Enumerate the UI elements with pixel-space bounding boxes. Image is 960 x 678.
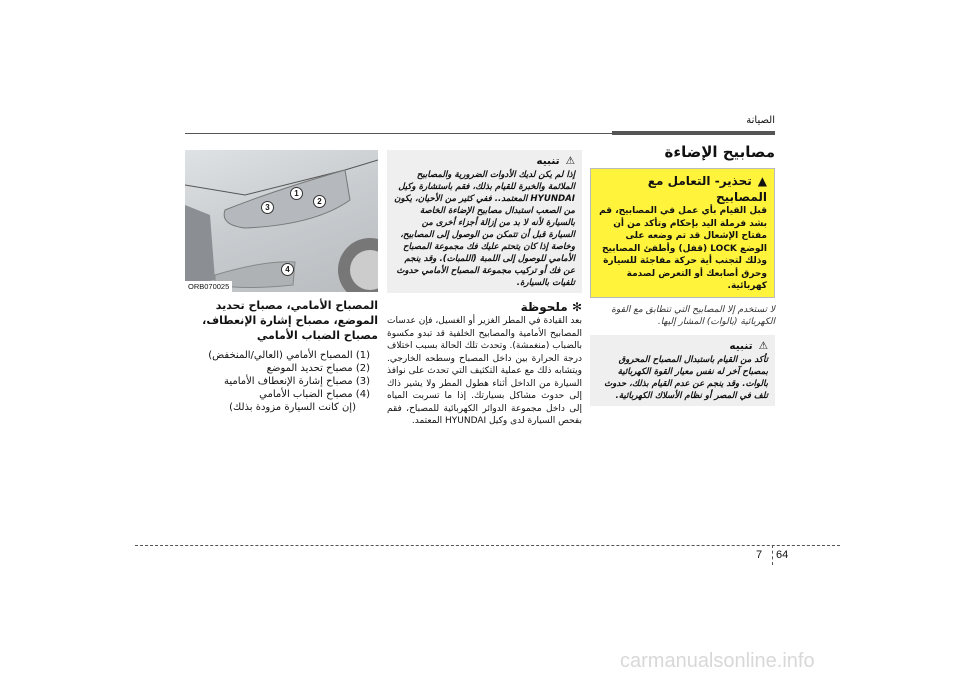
lamp-item: (3) مصباح إشارة الإنعطاف الأمامية [223,376,370,387]
caution-icon: ⚠ [565,155,575,167]
note-section [387,299,582,428]
warning-body: قبل القيام بأي عمل في المصابيح، قم بشد فرملة اليد بإحكام وتأكد من أن مفتاح الإشعال قد تم وضعه على الوضع LOCK (قفل) وأطفئ المصابيح وذلك لتجنب أية حركة مفاجئة للسيارة وحرق أصابعك أو التعرض لصدمة كهربائية. [599,206,767,291]
note-body: بعد القيادة في المطر الغزير أو الغسيل، فإن عدسات المصابيح الأمامية والمصابيح الخلفية قد تبدو مكسوة بالضباب (منغمشة). وتحدث تلك الحالة بسبب اختلاف درجة الحرارة بين داخل المصباح وسطحه الخارجي. ويتشابه ذلك مع عملية التكثيف التي تحدث على نوافذ السيارة من الداخل أثناء هطول المطر ولا يشير ذاك إلى حدوث مشاكل بسيارتك. إذا ما تسربت المياه إلى داخل مجموعة الدوائر الكهربائية للمصباح، فقم بفحص السيارة لدى وكيل HYUNDAI المعتمد. [387,316,582,426]
note-icon: ✻ [571,300,582,314]
warning-heading [598,173,767,205]
caution-heading: تنبيه [536,155,560,167]
lamps-list [185,349,378,414]
wattage-note: لا تستخدم إلا المصابيح التي تتطابق مع القوة الكهربائية (بالوات) المشار إليها. [611,304,775,327]
section-header: الصيانة [746,115,775,126]
lamp-item-note: (إن كانت السيارة مزودة بذلك) [229,402,356,413]
warning-heading-text: تحذير- التعامل مع المصابيح [647,174,767,204]
lamp-item: (4) مصباح الضباب الأمامي [259,389,370,400]
middle-column [387,150,582,428]
note-heading: ملحوظة [520,300,568,314]
figure-code: ORB070025 [185,281,232,292]
right-column [590,142,775,406]
warning-icon: ▲ [757,174,767,188]
caution-icon: ⚠ [758,339,768,352]
lamps-heading: المصباح الأمامي، مصباح تحديد الموضع، مصباح إشارة الإنعطاف، مصباح الضباب الأمامي [202,299,378,342]
lamp-item: (1) المصباح الأمامي (العالي/المنخفض) [208,350,370,361]
callout-4: 4 [281,263,294,276]
chapter-number: 7 [756,549,763,561]
callout-1: 1 [290,187,303,200]
warning-box [590,168,775,298]
caution-box-right [590,335,775,406]
left-column [185,150,378,414]
page-title: مصابيح الإضاءة [664,143,775,161]
callout-3: 3 [261,201,274,214]
caution-body: تأكد من القيام باستبدال المصباح المحروق بمصباح آخر له نفس معيار القوة الكهربائية بالوات. وقد ينجم عن عدم القيام بذلك، حدوث تلف في المصر أو نظام الأسلاك الكهربائية. [604,354,768,401]
caution-box-middle [387,150,582,293]
header-rule-bar [612,131,775,135]
page-number: 64 [776,549,789,561]
caution-body: إذا لم يكن لديك الأدوات الضرورية والمصابيح الملائمة والخبرة للقيام بذلك، فقم باستشارة وكيل HYUNDAI المعتمد.. ففي كثير من الأحيان، يكون من الصعب استبدال مصابيح الإضاءة الخاصة بالسيارة لأنه لا بد من إزالة أجزاء أخرى من السيارة قبل أن تتمكن من الوصول إلى المصابيح، وخاصة إذا كان يتحتم عليك فك مجموعة المصباح الأمامي للوصول إلى اللمبة (اللمبات). وقد ينجم عن فك أو تركيب مجموعة المصباح الأمامي حدوث تلفيات بالسيارة. [394,170,575,288]
footer-rule [135,545,840,546]
watermark: carmanualsonline.info [620,650,815,672]
footer-divider [772,545,773,565]
lamp-item: (2) مصباح تحديد الموضع [266,363,370,374]
callout-2: 2 [313,195,326,208]
caution-heading: تنبيه [729,339,753,352]
headlamp-figure [185,150,378,292]
